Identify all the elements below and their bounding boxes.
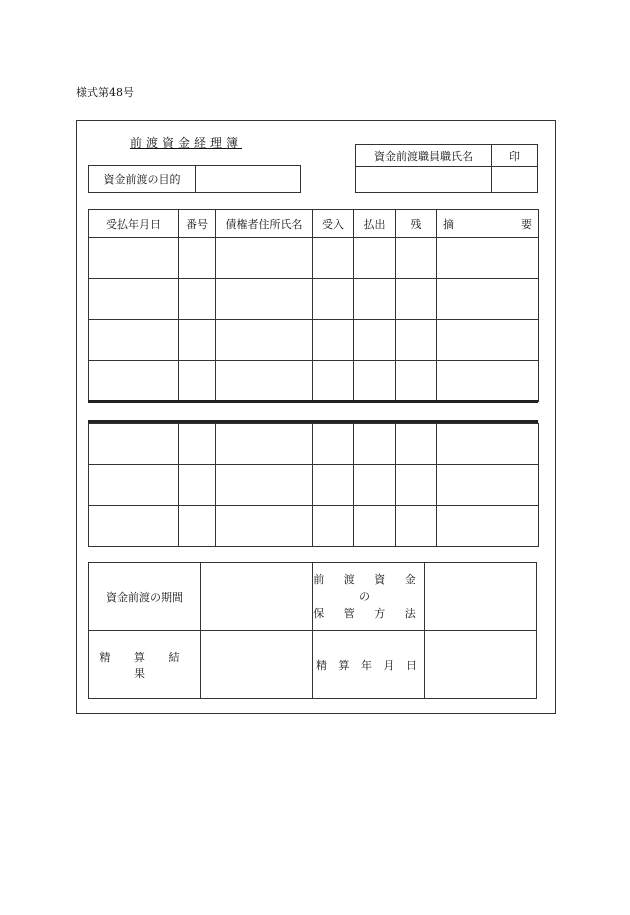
cell[interactable] — [396, 506, 437, 547]
cell[interactable] — [354, 320, 396, 361]
cell[interactable] — [216, 361, 313, 402]
cell[interactable] — [437, 279, 539, 320]
cell[interactable] — [354, 465, 396, 506]
cell[interactable] — [313, 238, 354, 279]
cell[interactable] — [179, 279, 216, 320]
cell[interactable] — [179, 238, 216, 279]
cell[interactable] — [216, 506, 313, 547]
table-row — [89, 506, 539, 547]
table-row — [89, 361, 539, 402]
cell[interactable] — [354, 361, 396, 402]
cell[interactable] — [313, 279, 354, 320]
cell[interactable] — [179, 506, 216, 547]
cell[interactable] — [89, 279, 179, 320]
header-number: 番号 — [179, 210, 216, 238]
cell[interactable] — [313, 320, 354, 361]
cell[interactable] — [313, 361, 354, 402]
table-row — [89, 424, 539, 465]
header-description — [437, 210, 539, 238]
storage-field[interactable] — [425, 563, 537, 631]
storage-label-line2: 保 管 方 法 — [313, 607, 424, 620]
cell[interactable] — [89, 465, 179, 506]
settlement-result-field[interactable] — [201, 631, 313, 699]
storage-label — [313, 563, 425, 631]
ledger-table-upper — [88, 209, 539, 402]
cell[interactable] — [354, 279, 396, 320]
cell[interactable] — [354, 424, 396, 465]
seal-label: 印 — [509, 149, 520, 163]
cell[interactable] — [89, 320, 179, 361]
table-row — [89, 465, 539, 506]
period-field[interactable] — [201, 563, 313, 631]
cell[interactable] — [437, 506, 539, 547]
settlement-row-result — [89, 631, 537, 699]
settlement-result-label: 精 算 結 果 — [89, 631, 201, 699]
cell[interactable] — [179, 361, 216, 402]
cell[interactable] — [216, 238, 313, 279]
settlement-table — [88, 562, 537, 699]
cell[interactable] — [179, 465, 216, 506]
form-number: 様式第48号 — [76, 86, 134, 99]
cell[interactable] — [437, 361, 539, 402]
cell[interactable] — [396, 424, 437, 465]
cell[interactable] — [313, 506, 354, 547]
cell[interactable] — [354, 506, 396, 547]
cell[interactable] — [396, 361, 437, 402]
cell[interactable] — [179, 424, 216, 465]
header-balance: 残 — [396, 210, 437, 238]
table-row — [89, 238, 539, 279]
cell[interactable] — [396, 238, 437, 279]
purpose-label: 資金前渡の目的 — [89, 166, 196, 192]
header-description-a: 摘 — [443, 217, 454, 231]
official-name-field[interactable] — [356, 167, 492, 193]
cell[interactable] — [89, 506, 179, 547]
header-payment: 払出 — [354, 210, 396, 238]
table-row — [89, 320, 539, 361]
storage-label-line1: 前 渡 資 金 の — [313, 573, 424, 603]
form-title: 前渡資金経理簿 — [130, 136, 243, 150]
settlement-row-period — [89, 563, 537, 631]
cell[interactable] — [89, 361, 179, 402]
cell[interactable] — [437, 424, 539, 465]
cell[interactable] — [437, 238, 539, 279]
cell[interactable] — [437, 465, 539, 506]
ledger-header-row — [89, 210, 539, 238]
period-label: 資金前渡の期間 — [89, 563, 201, 631]
header-date: 受払年月日 — [89, 210, 179, 238]
cell[interactable] — [216, 320, 313, 361]
cell[interactable] — [396, 279, 437, 320]
cell[interactable] — [437, 320, 539, 361]
purpose-field[interactable] — [196, 166, 300, 192]
official-box — [355, 144, 538, 193]
cell[interactable] — [313, 465, 354, 506]
table-row — [89, 279, 539, 320]
header-receipt: 受入 — [313, 210, 354, 238]
settlement-date-label: 精 算 年 月 日 — [313, 631, 425, 699]
cell[interactable] — [89, 424, 179, 465]
cell[interactable] — [179, 320, 216, 361]
cell[interactable] — [89, 238, 179, 279]
header-description-b: 要 — [521, 217, 532, 231]
seal-field[interactable] — [492, 167, 537, 193]
cell[interactable] — [396, 465, 437, 506]
cell[interactable] — [216, 279, 313, 320]
cell[interactable] — [313, 424, 354, 465]
official-name-label: 資金前渡職員職氏名 — [356, 145, 492, 166]
header-creditor: 債権者住所氏名 — [216, 210, 313, 238]
cell[interactable] — [216, 424, 313, 465]
settlement-date-field[interactable] — [425, 631, 537, 699]
purpose-box — [88, 165, 301, 193]
ledger-table-lower — [88, 423, 539, 547]
cell[interactable] — [354, 238, 396, 279]
cell[interactable] — [216, 465, 313, 506]
cell[interactable] — [396, 320, 437, 361]
break-line-top — [88, 400, 538, 403]
